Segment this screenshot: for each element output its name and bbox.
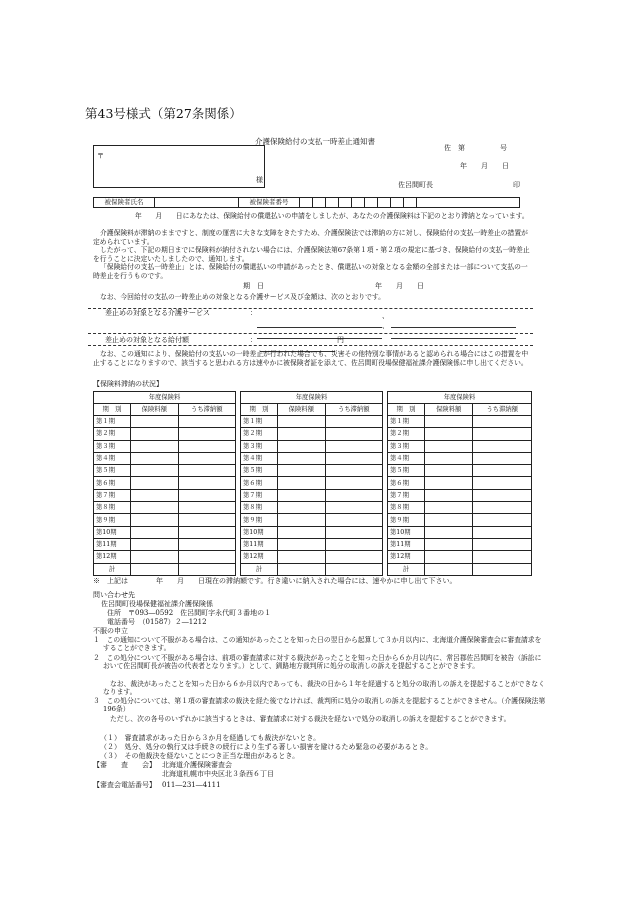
table-row [388, 477, 532, 489]
period-label: 第６期 [94, 477, 131, 489]
table-row [94, 526, 236, 538]
table-row [94, 489, 236, 501]
arrears-cell [473, 452, 532, 464]
period-label: 第２期 [94, 428, 131, 440]
arrears-col-header: うち滞納額 [473, 404, 532, 416]
contact-heading: 問い合わせ先 [93, 591, 135, 599]
premium-cell [278, 526, 326, 538]
period-label: 第７期 [388, 489, 425, 501]
arrears-cell [473, 440, 532, 452]
arrears-cell [473, 465, 532, 477]
insured-name-field [155, 198, 239, 207]
appeal-item-3-note: ただし、次の各号のいずれかに該当するときは、審査請求に対する裁決を経ないで処分の取消しの訴えを提起することができます。 [110, 715, 511, 723]
table-row [94, 551, 236, 563]
table-row [388, 440, 532, 452]
table-row [94, 428, 236, 440]
premium-total-cell [278, 563, 326, 575]
service-separator: 、 [382, 312, 389, 320]
period-col-header: 期 別 [388, 404, 425, 416]
premium-cell [425, 416, 473, 428]
appeal-item-2: ２ この処分について不服がある場合は、前項の審査請求に対する裁決があったことを知った日から６か月以内に、常呂郡佐呂間町を被告（訴訟において佐呂間町長が被告の代表者となります。）として、釧路地方裁判所に処分の取消しの訴えを提起することができます。 [93, 654, 542, 671]
premium-cell [131, 452, 179, 464]
table-row [94, 416, 236, 428]
period-label: 第１期 [94, 416, 131, 428]
premium-cell [131, 514, 179, 526]
period-label: 第４期 [241, 452, 278, 464]
body-paragraph-2: 介護保険料が滞納のままですと、制度の運営に大きな支障をきたすため、介護保険法では滞納の方に対し、保険給付の支払一時差止の措置が定められています。 [93, 229, 528, 246]
mayor-label: 佐呂間町長 [398, 181, 433, 189]
period-label: 第４期 [94, 452, 131, 464]
arrears-cell [178, 502, 235, 514]
premium-cell [131, 440, 179, 452]
premium-cell [278, 502, 326, 514]
period-label: 第５期 [241, 465, 278, 477]
premium-cell [278, 489, 326, 501]
premium-total-cell [425, 563, 473, 575]
period-label: 第４期 [388, 452, 425, 464]
arrears-caption: 【保険料滞納の状況】 [93, 380, 163, 388]
sama-label: 様 [256, 176, 263, 184]
arrears-cell [325, 477, 382, 489]
period-label: 第１期 [241, 416, 278, 428]
period-label: 第２期 [388, 428, 425, 440]
period-label: 第６期 [241, 477, 278, 489]
document-title: 介護保険給付の支払一時差止通知書 [255, 137, 375, 146]
total-label: 計 [94, 563, 131, 575]
total-row [388, 563, 532, 575]
premium-cell [131, 428, 179, 440]
arrears-cell [178, 428, 235, 440]
table-row [241, 477, 383, 489]
form-number: 第43号様式（第27条関係） [85, 106, 242, 121]
table-row [388, 502, 532, 514]
service-colon: ： [250, 309, 257, 317]
arrears-table [93, 391, 236, 576]
table-row [388, 428, 532, 440]
period-label: 第９期 [94, 514, 131, 526]
period-label: 第10期 [388, 526, 425, 538]
appeal-item-3: ３ この処分については、第１項の審査請求の裁決を経た後でなければ、裁判所に処分の取消しの訴えを提起することができません。（介護保険法第196条） [93, 697, 546, 714]
arrears-cell [178, 489, 235, 501]
table-row [388, 465, 532, 477]
premium-cell [131, 489, 179, 501]
digit-cell [300, 198, 313, 207]
arrears-col-header: うち滞納額 [178, 404, 235, 416]
arrears-cell [178, 416, 235, 428]
arrears-cell [325, 502, 382, 514]
premium-cell [131, 477, 179, 489]
premium-col-header: 保険料額 [425, 404, 473, 416]
arrears-cell [325, 428, 382, 440]
digit-cell [352, 198, 365, 207]
body-paragraph-3: したがって、下記の期日までに保険料が納付されない場合には、介護保険法第67条第１項・第２項の規定に基づき、保険給付の支払一時差止を行うことに決定いたしましたので、通知します。 [93, 246, 530, 263]
arrears-cell [473, 514, 532, 526]
arrears-cell [325, 440, 382, 452]
total-row [241, 563, 383, 575]
digit-cell [404, 198, 417, 207]
office-number: 佐 第 号 [444, 144, 507, 152]
table-row [94, 538, 236, 550]
premium-cell [425, 502, 473, 514]
due-date: 年 月 日 [375, 282, 424, 290]
yen-label: 円 [337, 336, 344, 344]
arrears-cell [178, 452, 235, 464]
period-label: 第12期 [388, 551, 425, 563]
period-label: 第９期 [388, 514, 425, 526]
suspension-divider [88, 332, 533, 346]
appeal-sub-1: （１） 審査請求があった日から３か月を経過しても裁決がないとき。 [100, 734, 321, 742]
arrears-total-cell [325, 563, 382, 575]
arrears-cell [325, 452, 382, 464]
premium-col-header: 保険料額 [131, 404, 179, 416]
period-label: 第11期 [388, 538, 425, 550]
fiscal-year-header: 年度保険料 [241, 392, 383, 404]
period-label: 第11期 [94, 538, 131, 550]
arrears-cell [178, 551, 235, 563]
table-row [241, 526, 383, 538]
table-row [94, 477, 236, 489]
body-paragraph-4: 「保険給付の支払一時差止」とは、保険給付の償還払いの申請があったとき、償還払いの対象となる金額の全部または一部について支払の一時差止を行うものです。 [93, 263, 528, 280]
body-paragraph-1: 年 月 日にあなたは、保険給付の償還払いの申請をしましたが、あなたの介護保険料は下記のとおり滞納となっています。 [135, 212, 529, 220]
premium-cell [278, 428, 326, 440]
premium-cell [278, 452, 326, 464]
arrears-cell [473, 538, 532, 550]
period-label: 第12期 [94, 551, 131, 563]
premium-cell [131, 465, 179, 477]
amount-label: 差止めの対象となる給付額 [105, 336, 189, 344]
premium-cell [131, 416, 179, 428]
total-row [94, 563, 236, 575]
appeal-sub-2: （２） 処分、処分の執行又は手続きの続行により生ずる著しい損害を避けるため緊急の必要があるとき。 [100, 743, 433, 751]
table-row [241, 428, 383, 440]
period-label: 第８期 [94, 502, 131, 514]
period-label: 第３期 [241, 440, 278, 452]
fiscal-year-header: 年度保険料 [388, 392, 532, 404]
arrears-cell [473, 416, 532, 428]
arrears-col-header: うち滞納額 [325, 404, 382, 416]
seal-mark: 印 [513, 181, 520, 189]
table-row [241, 514, 383, 526]
table-row [94, 440, 236, 452]
arrears-cell [325, 465, 382, 477]
digit-cell [326, 198, 339, 207]
body-paragraph-6: なお、この通知により、保険給付の支払いの一時差止が行われた場合でも、災害その他特別な事情があると認められる場合にはこの措置を中止することになりますので、該当すると思われる方は速やかに被保険者証を添えて、佐呂間町役場保健福祉課介護保険係に申し出てください。 [93, 350, 529, 367]
digit-cell [313, 198, 326, 207]
table-row [94, 452, 236, 464]
board-label: 【審 査 会】 [93, 761, 156, 769]
premium-cell [425, 477, 473, 489]
arrears-cell [178, 477, 235, 489]
period-label: 第８期 [388, 502, 425, 514]
arrears-cell [325, 526, 382, 538]
premium-cell [425, 538, 473, 550]
arrears-cell [325, 538, 382, 550]
premium-cell [131, 551, 179, 563]
period-label: 第10期 [241, 526, 278, 538]
table-row [94, 465, 236, 477]
body-paragraph-5: なお、今回給付の支払の一時差止めの対象となる介護サービス及び金額は、次のとおりです。 [100, 293, 385, 301]
arrears-cell [178, 440, 235, 452]
digit-cell [339, 198, 352, 207]
table-row [241, 465, 383, 477]
board-address: 北海道札幌市中央区北３条西６丁目 [162, 770, 274, 778]
insured-number-label: 被保険者番号 [239, 198, 300, 207]
period-label: 第３期 [388, 440, 425, 452]
premium-cell [425, 526, 473, 538]
table-row [94, 502, 236, 514]
arrears-cell [178, 538, 235, 550]
arrears-cell [178, 465, 235, 477]
premium-cell [131, 538, 179, 550]
table-row [241, 502, 383, 514]
premium-cell [425, 489, 473, 501]
digit-cell [378, 198, 391, 207]
period-label: 第11期 [241, 538, 278, 550]
table-row [388, 489, 532, 501]
issue-date: 年 月 日 [460, 162, 509, 170]
table-row [388, 452, 532, 464]
arrears-cell [178, 514, 235, 526]
premium-cell [278, 416, 326, 428]
appeal-sub-3: （３） その他裁決を経ないことにつき正当な理由があるとき。 [100, 752, 300, 760]
table-row [241, 416, 383, 428]
premium-cell [131, 502, 179, 514]
contact-dept: 佐呂間町役場保健福祉課介護保険係 [101, 600, 213, 608]
arrears-note: ※ 上記は 年 月 日現在の滞納額です。行き違いに納入された場合には、速やかに申し出て下さい。 [93, 577, 457, 585]
table-row [388, 551, 532, 563]
premium-cell [425, 465, 473, 477]
premium-cell [425, 514, 473, 526]
digit-cell [391, 198, 404, 207]
period-label: 第１期 [388, 416, 425, 428]
period-label: 第７期 [94, 489, 131, 501]
table-row [241, 551, 383, 563]
table-row [241, 538, 383, 550]
period-label: 第８期 [241, 502, 278, 514]
premium-total-cell [131, 563, 179, 575]
arrears-cell [325, 551, 382, 563]
arrears-total-cell [473, 563, 532, 575]
arrears-cell [473, 551, 532, 563]
premium-cell [425, 440, 473, 452]
period-label: 第７期 [241, 489, 278, 501]
table-row [388, 526, 532, 538]
board-phone: 011―231―4111 [162, 781, 221, 789]
arrears-cell [473, 502, 532, 514]
table-row [94, 514, 236, 526]
arrears-table [387, 391, 532, 576]
digit-cell [365, 198, 378, 207]
digit-cell [417, 198, 429, 207]
premium-cell [278, 440, 326, 452]
period-label: 第３期 [94, 440, 131, 452]
period-label: 第９期 [241, 514, 278, 526]
premium-cell [278, 514, 326, 526]
table-row [241, 489, 383, 501]
period-label: 第２期 [241, 428, 278, 440]
arrears-cell [473, 489, 532, 501]
arrears-cell [473, 428, 532, 440]
table-row [388, 514, 532, 526]
insured-row [93, 197, 520, 208]
table-row [241, 440, 383, 452]
premium-cell [425, 452, 473, 464]
premium-cell [131, 526, 179, 538]
board-name: 北海道介護保険審査会 [162, 761, 232, 769]
table-row [241, 452, 383, 464]
table-row [388, 538, 532, 550]
arrears-cell [473, 526, 532, 538]
amount-colon: ： [250, 336, 257, 344]
service-separator: 、 [382, 322, 389, 330]
fiscal-year-header: 年度保険料 [94, 392, 236, 404]
period-label: 第10期 [94, 526, 131, 538]
premium-cell [425, 428, 473, 440]
arrears-cell [178, 526, 235, 538]
total-label: 計 [388, 563, 425, 575]
period-label: 第12期 [241, 551, 278, 563]
due-label: 期 日 [243, 282, 264, 290]
contact-phone: 電話番号 （01587）２―1212 [107, 618, 207, 626]
contact-address: 住所 〒093―0592 佐呂間町字永代町３番地の１ [107, 609, 272, 617]
arrears-table [240, 391, 383, 576]
appeal-item-2-note: なお、裁決があったことを知った日から６か月以内であっても、裁決の日から１年を経過すると処分の取消しの訴えを提起することができなくなります。 [103, 680, 545, 697]
premium-cell [278, 477, 326, 489]
table-row [388, 416, 532, 428]
insured-name-label: 被保険者氏名 [94, 198, 155, 207]
arrears-cell [325, 416, 382, 428]
period-label: 第５期 [94, 465, 131, 477]
arrears-cell [473, 477, 532, 489]
appeal-item-1: １ この通知について不服がある場合は、この通知があったことを知った日の翌日から起算して３か月以内に、北海道介護保険審査会に審査請求をすることができます。 [93, 636, 542, 653]
premium-cell [278, 538, 326, 550]
premium-col-header: 保険料額 [278, 404, 326, 416]
period-label: 第６期 [388, 477, 425, 489]
arrears-total-cell [178, 563, 235, 575]
premium-cell [425, 551, 473, 563]
arrears-cell [325, 489, 382, 501]
period-label: 第５期 [388, 465, 425, 477]
address-box [93, 145, 265, 188]
service-label: 差止めの対象となる介護サービス [105, 309, 210, 317]
period-col-header: 期 別 [94, 404, 131, 416]
total-label: 計 [241, 563, 278, 575]
period-col-header: 期 別 [241, 404, 278, 416]
postal-mark: 〒 [97, 152, 104, 160]
premium-cell [278, 465, 326, 477]
premium-cell [278, 551, 326, 563]
board-phone-label: 【審査会電話番号】 [93, 781, 156, 789]
appeal-heading: 不服の申立 [93, 627, 128, 635]
arrears-cell [325, 514, 382, 526]
